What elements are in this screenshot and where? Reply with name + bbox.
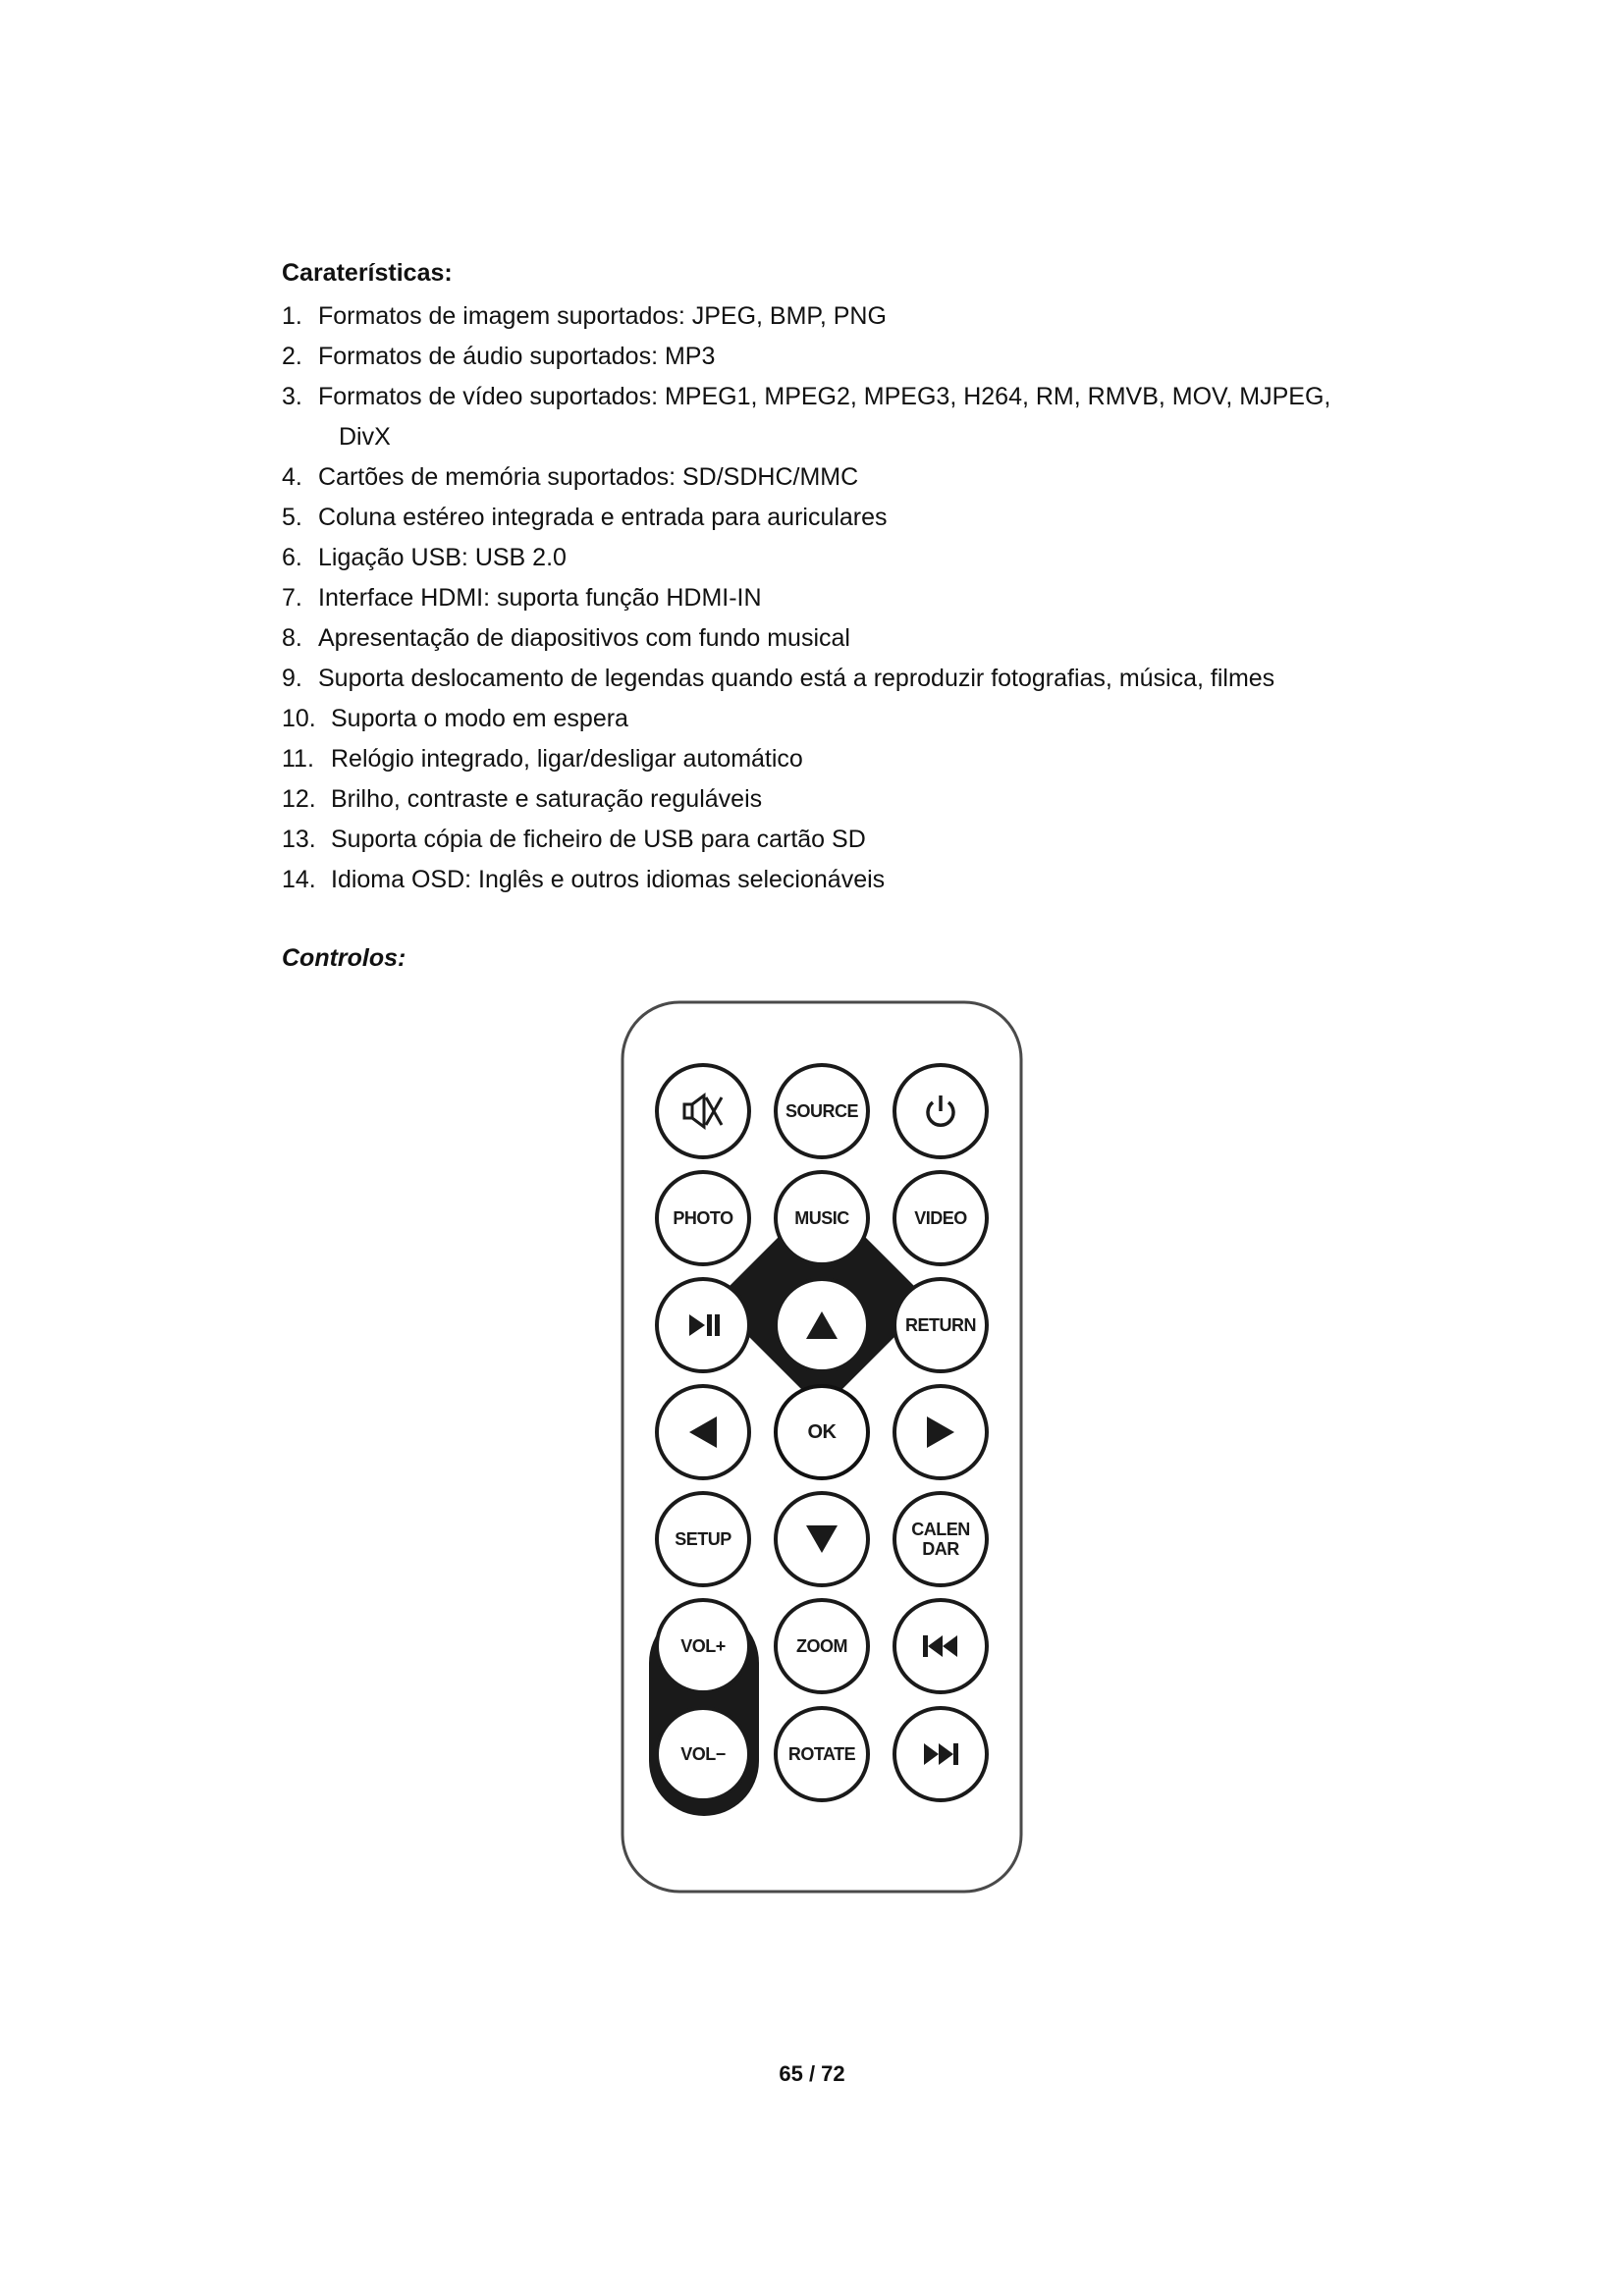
page-number: 65 / 72 — [779, 2061, 845, 2086]
volume-up-button[interactable]: VOL+ — [655, 1598, 751, 1694]
setup-button[interactable]: SETUP — [655, 1491, 751, 1587]
music-button[interactable]: MUSIC — [774, 1170, 870, 1266]
ok-button[interactable]: OK — [774, 1384, 870, 1480]
zoom-button[interactable]: ZOOM — [774, 1598, 870, 1694]
up-button[interactable] — [774, 1277, 870, 1373]
list-item: 5. Coluna estéreo integrada e entrada para auriculares — [282, 504, 888, 531]
left-arrow-icon — [685, 1413, 721, 1452]
mute-button[interactable] — [655, 1063, 751, 1159]
play-pause-icon — [683, 1310, 723, 1340]
power-icon — [921, 1092, 960, 1131]
list-item: 8. Apresentação de diapositivos com fundo musical — [282, 624, 850, 652]
list-item: 10. Suporta o modo em espera — [282, 705, 628, 732]
previous-button[interactable] — [893, 1598, 989, 1694]
list-item: 12. Brilho, contraste e saturação reguláveis — [282, 785, 763, 813]
source-button[interactable]: SOURCE — [774, 1063, 870, 1159]
next-button[interactable] — [893, 1706, 989, 1802]
down-arrow-icon — [802, 1522, 841, 1557]
controls-heading: Controlos: — [282, 944, 406, 972]
list-item: 6. Ligação USB: USB 2.0 — [282, 544, 567, 571]
play-pause-button[interactable] — [655, 1277, 751, 1373]
video-button[interactable]: VIDEO — [893, 1170, 989, 1266]
right-button[interactable] — [893, 1384, 989, 1480]
list-item: 2. Formatos de áudio suportados: MP3 — [282, 343, 716, 370]
power-button[interactable] — [893, 1063, 989, 1159]
remote-control-illustration — [620, 999, 1024, 1895]
list-item: 3. Formatos de vídeo suportados: MPEG1, MPEG2, MPEG3, H264, RM, RMVB, MOV, MJPEG, DivX — [282, 383, 1331, 451]
features-list — [282, 296, 1381, 900]
list-item: 4. Cartões de memória suportados: SD/SDHC/MMC — [282, 463, 859, 491]
volume-down-button[interactable]: VOL− — [655, 1706, 751, 1802]
down-button[interactable] — [774, 1491, 870, 1587]
list-item: 11. Relógio integrado, ligar/desligar automático — [282, 745, 803, 773]
features-heading: Caraterísticas: — [282, 259, 453, 287]
list-item: 1. Formatos de imagem suportados: JPEG, BMP, PNG — [282, 302, 887, 330]
calendar-button[interactable]: CALEN DAR — [893, 1491, 989, 1587]
return-button[interactable]: RETURN — [893, 1277, 989, 1373]
photo-button[interactable]: PHOTO — [655, 1170, 751, 1266]
previous-icon — [919, 1631, 962, 1661]
rotate-button[interactable]: ROTATE — [774, 1706, 870, 1802]
list-item: 9. Suporta deslocamento de legendas quando está a reproduzir fotografias, música, filmes — [282, 665, 1275, 692]
up-arrow-icon — [802, 1308, 841, 1343]
left-button[interactable] — [655, 1384, 751, 1480]
right-arrow-icon — [923, 1413, 958, 1452]
list-item: 13. Suporta cópia de ficheiro de USB para cartão SD — [282, 826, 866, 853]
list-item: 7. Interface HDMI: suporta função HDMI-IN — [282, 584, 762, 612]
mute-icon — [680, 1092, 726, 1131]
list-item: 14. Idioma OSD: Inglês e outros idiomas selecionáveis — [282, 866, 886, 893]
next-icon — [919, 1739, 962, 1769]
